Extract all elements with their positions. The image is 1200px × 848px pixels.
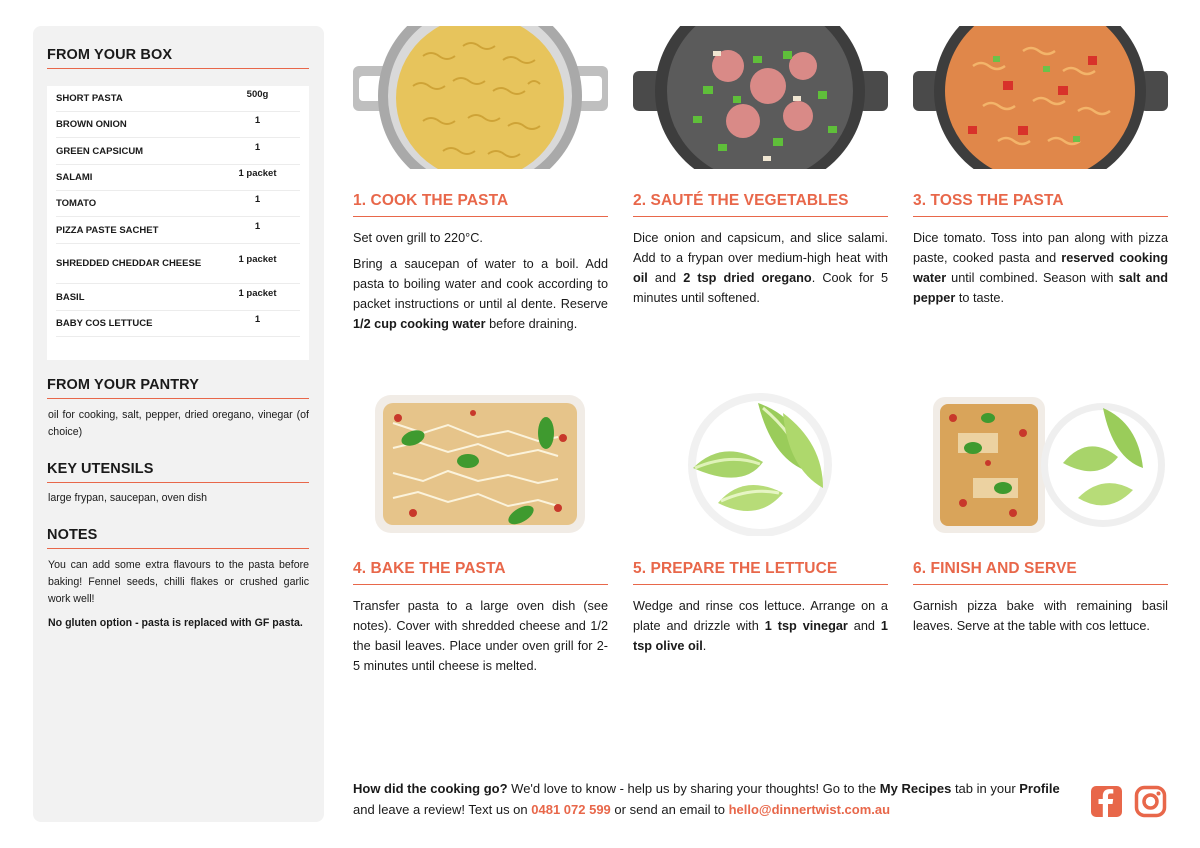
instruction-paragraph xyxy=(633,596,888,656)
instruction-paragraph xyxy=(353,228,608,248)
instruction-paragraph xyxy=(353,254,608,334)
instruction-text: and xyxy=(847,619,881,633)
instruction-text: . xyxy=(702,639,707,653)
instruction-text: to taste. xyxy=(955,291,1004,305)
box-item-name: SALAMI xyxy=(56,172,93,183)
box-item-qty: 1 packet xyxy=(238,168,277,179)
box-item-row xyxy=(56,311,300,337)
step-1-instructions xyxy=(353,228,608,340)
box-item-row xyxy=(56,191,300,217)
instruction-text: Garnish pizza bake with remaining basil leaves. Serve at the table with cos lettuce. xyxy=(913,599,1168,633)
box-item-name: SHORT PASTA xyxy=(56,93,123,104)
box-item-row xyxy=(56,217,300,244)
instruction-text: Dice onion and capsicum, and slice salami. Add to a frypan over medium-high heat with xyxy=(633,231,888,265)
step-3-title: 3. TOSS THE PASTA xyxy=(913,192,1168,217)
footer-text: tab in your xyxy=(951,781,1020,796)
instruction-text: Bring a saucepan of water to a boil. Add pasta to boiling water and cook according to packet instructions or until al dente. Reserve xyxy=(353,257,608,311)
instruction-emphasis: oil xyxy=(633,271,648,285)
from-your-pantry-heading: FROM YOUR PANTRY xyxy=(47,377,309,399)
phone-link[interactable]: 0481 072 599 xyxy=(531,802,611,817)
instruction-text: Wedge and rinse cos lettuce. Arrange on a plate and drizzle with xyxy=(633,599,888,633)
box-item-qty: 1 xyxy=(254,220,261,232)
instruction-emphasis: reserved cooking water xyxy=(913,251,1168,285)
box-item-qty: 1 xyxy=(254,314,261,325)
step-6-title: 6. FINISH AND SERVE xyxy=(913,560,1168,585)
instruction-emphasis: 1/2 cup cooking water xyxy=(353,317,486,331)
footer-text: and leave a review! Text us on xyxy=(353,802,532,817)
box-item-row xyxy=(56,138,300,165)
step-5-title: 5. PREPARE THE LETTUCE xyxy=(633,560,888,585)
notes-text: You can add some extra flavours to the pasta before baking! Fennel seeds, chilli flakes or crushed garlic work well! xyxy=(48,559,309,605)
box-item-row xyxy=(56,86,300,112)
key-utensils-heading: KEY UTENSILS xyxy=(47,461,309,483)
step-1-title: 1. COOK THE PASTA xyxy=(353,192,608,217)
saute-vegetables-photo xyxy=(633,26,888,169)
instruction-emphasis: 2 tsp dried oregano xyxy=(683,271,812,285)
step-2-instructions xyxy=(633,228,888,314)
box-item-row xyxy=(56,165,300,191)
box-item-name: BROWN ONION xyxy=(56,119,127,130)
instruction-emphasis: 1 tsp vinegar xyxy=(764,619,848,633)
box-item-row xyxy=(56,112,300,138)
prepare-lettuce-photo xyxy=(633,393,888,536)
utensils-text: large frypan, saucepan, oven dish xyxy=(48,492,208,504)
instagram-icon[interactable] xyxy=(1134,785,1167,818)
box-item-name: BABY COS LETTUCE xyxy=(56,318,153,329)
instruction-paragraph xyxy=(913,596,1168,636)
footer-emphasis: How did the cooking go? xyxy=(353,781,508,796)
box-item-qty: 1 packet xyxy=(238,287,277,299)
instruction-text: . Cook for 5 minutes until softened. xyxy=(633,271,889,305)
box-item-name: BASIL xyxy=(56,291,85,303)
box-item-name: GREEN CAPSICUM xyxy=(56,145,144,157)
footer-emphasis: My Recipes xyxy=(879,781,952,796)
instruction-text: Set oven grill to 220°C. xyxy=(353,231,483,245)
step-3-instructions xyxy=(913,228,1168,314)
box-item-row xyxy=(56,284,300,311)
box-item-qty: 1 packet xyxy=(238,254,277,265)
step-4-title: 4. BAKE THE PASTA xyxy=(353,560,608,585)
instruction-paragraph xyxy=(913,228,1168,308)
step-4-instructions xyxy=(353,596,608,682)
instruction-paragraph xyxy=(353,596,608,676)
notes-gluten-free: No gluten option - pasta is replaced with GF pasta. xyxy=(48,617,303,629)
instruction-text: and xyxy=(647,271,684,285)
step-2-title: 2. SAUTÉ THE VEGETABLES xyxy=(633,192,888,217)
box-item-qty: 1 xyxy=(254,141,261,153)
step-5-instructions xyxy=(633,596,888,662)
pantry-text: oil for cooking, salt, pepper, dried oregano, vinegar (of choice) xyxy=(48,409,309,438)
box-item-name: SHREDDED CHEDDAR CHEESE xyxy=(56,258,202,269)
footer-text: or send an email to xyxy=(610,802,729,817)
step-6-instructions xyxy=(913,596,1168,642)
ingredients-sidebar xyxy=(33,26,324,822)
instruction-text: before draining. xyxy=(485,317,578,331)
instruction-emphasis: salt and pepper xyxy=(913,271,1168,305)
facebook-icon[interactable] xyxy=(1090,785,1123,818)
from-your-box-heading: FROM YOUR BOX xyxy=(47,47,309,69)
instruction-text: until combined. Season with xyxy=(946,271,1119,285)
instruction-emphasis: 1 tsp olive oil xyxy=(633,619,888,653)
feedback-footer xyxy=(353,778,1073,820)
box-item-name: PIZZA PASTE SACHET xyxy=(56,224,159,236)
notes-heading: NOTES xyxy=(47,527,309,549)
footer-text: We'd love to know - help us by sharing your thoughts! Go to the xyxy=(507,781,880,796)
box-item-qty: 1 xyxy=(254,194,261,205)
bake-pasta-photo xyxy=(353,393,608,536)
toss-pasta-photo xyxy=(913,26,1168,169)
instruction-text: Transfer pasta to a large oven dish (see notes). Cover with shredded cheese and 1/2 the basil leaves. Place under oven grill for 2-5 minutes until cheese is melted. xyxy=(353,599,608,673)
box-item-qty: 1 xyxy=(254,115,261,126)
footer-emphasis: Profile xyxy=(1019,781,1060,796)
instruction-text: Dice tomato. Toss into pan along with pizza paste, cooked pasta and xyxy=(913,231,1168,265)
box-ingredients-table xyxy=(47,86,309,360)
instruction-paragraph xyxy=(633,228,888,308)
box-item-row xyxy=(56,244,300,284)
email-link[interactable]: hello@dinnertwist.com.au xyxy=(728,802,891,817)
box-item-name: TOMATO xyxy=(56,198,97,209)
cook-pasta-photo xyxy=(353,26,608,169)
box-item-qty: 500g xyxy=(246,89,269,100)
finish-and-serve-photo xyxy=(913,393,1168,536)
